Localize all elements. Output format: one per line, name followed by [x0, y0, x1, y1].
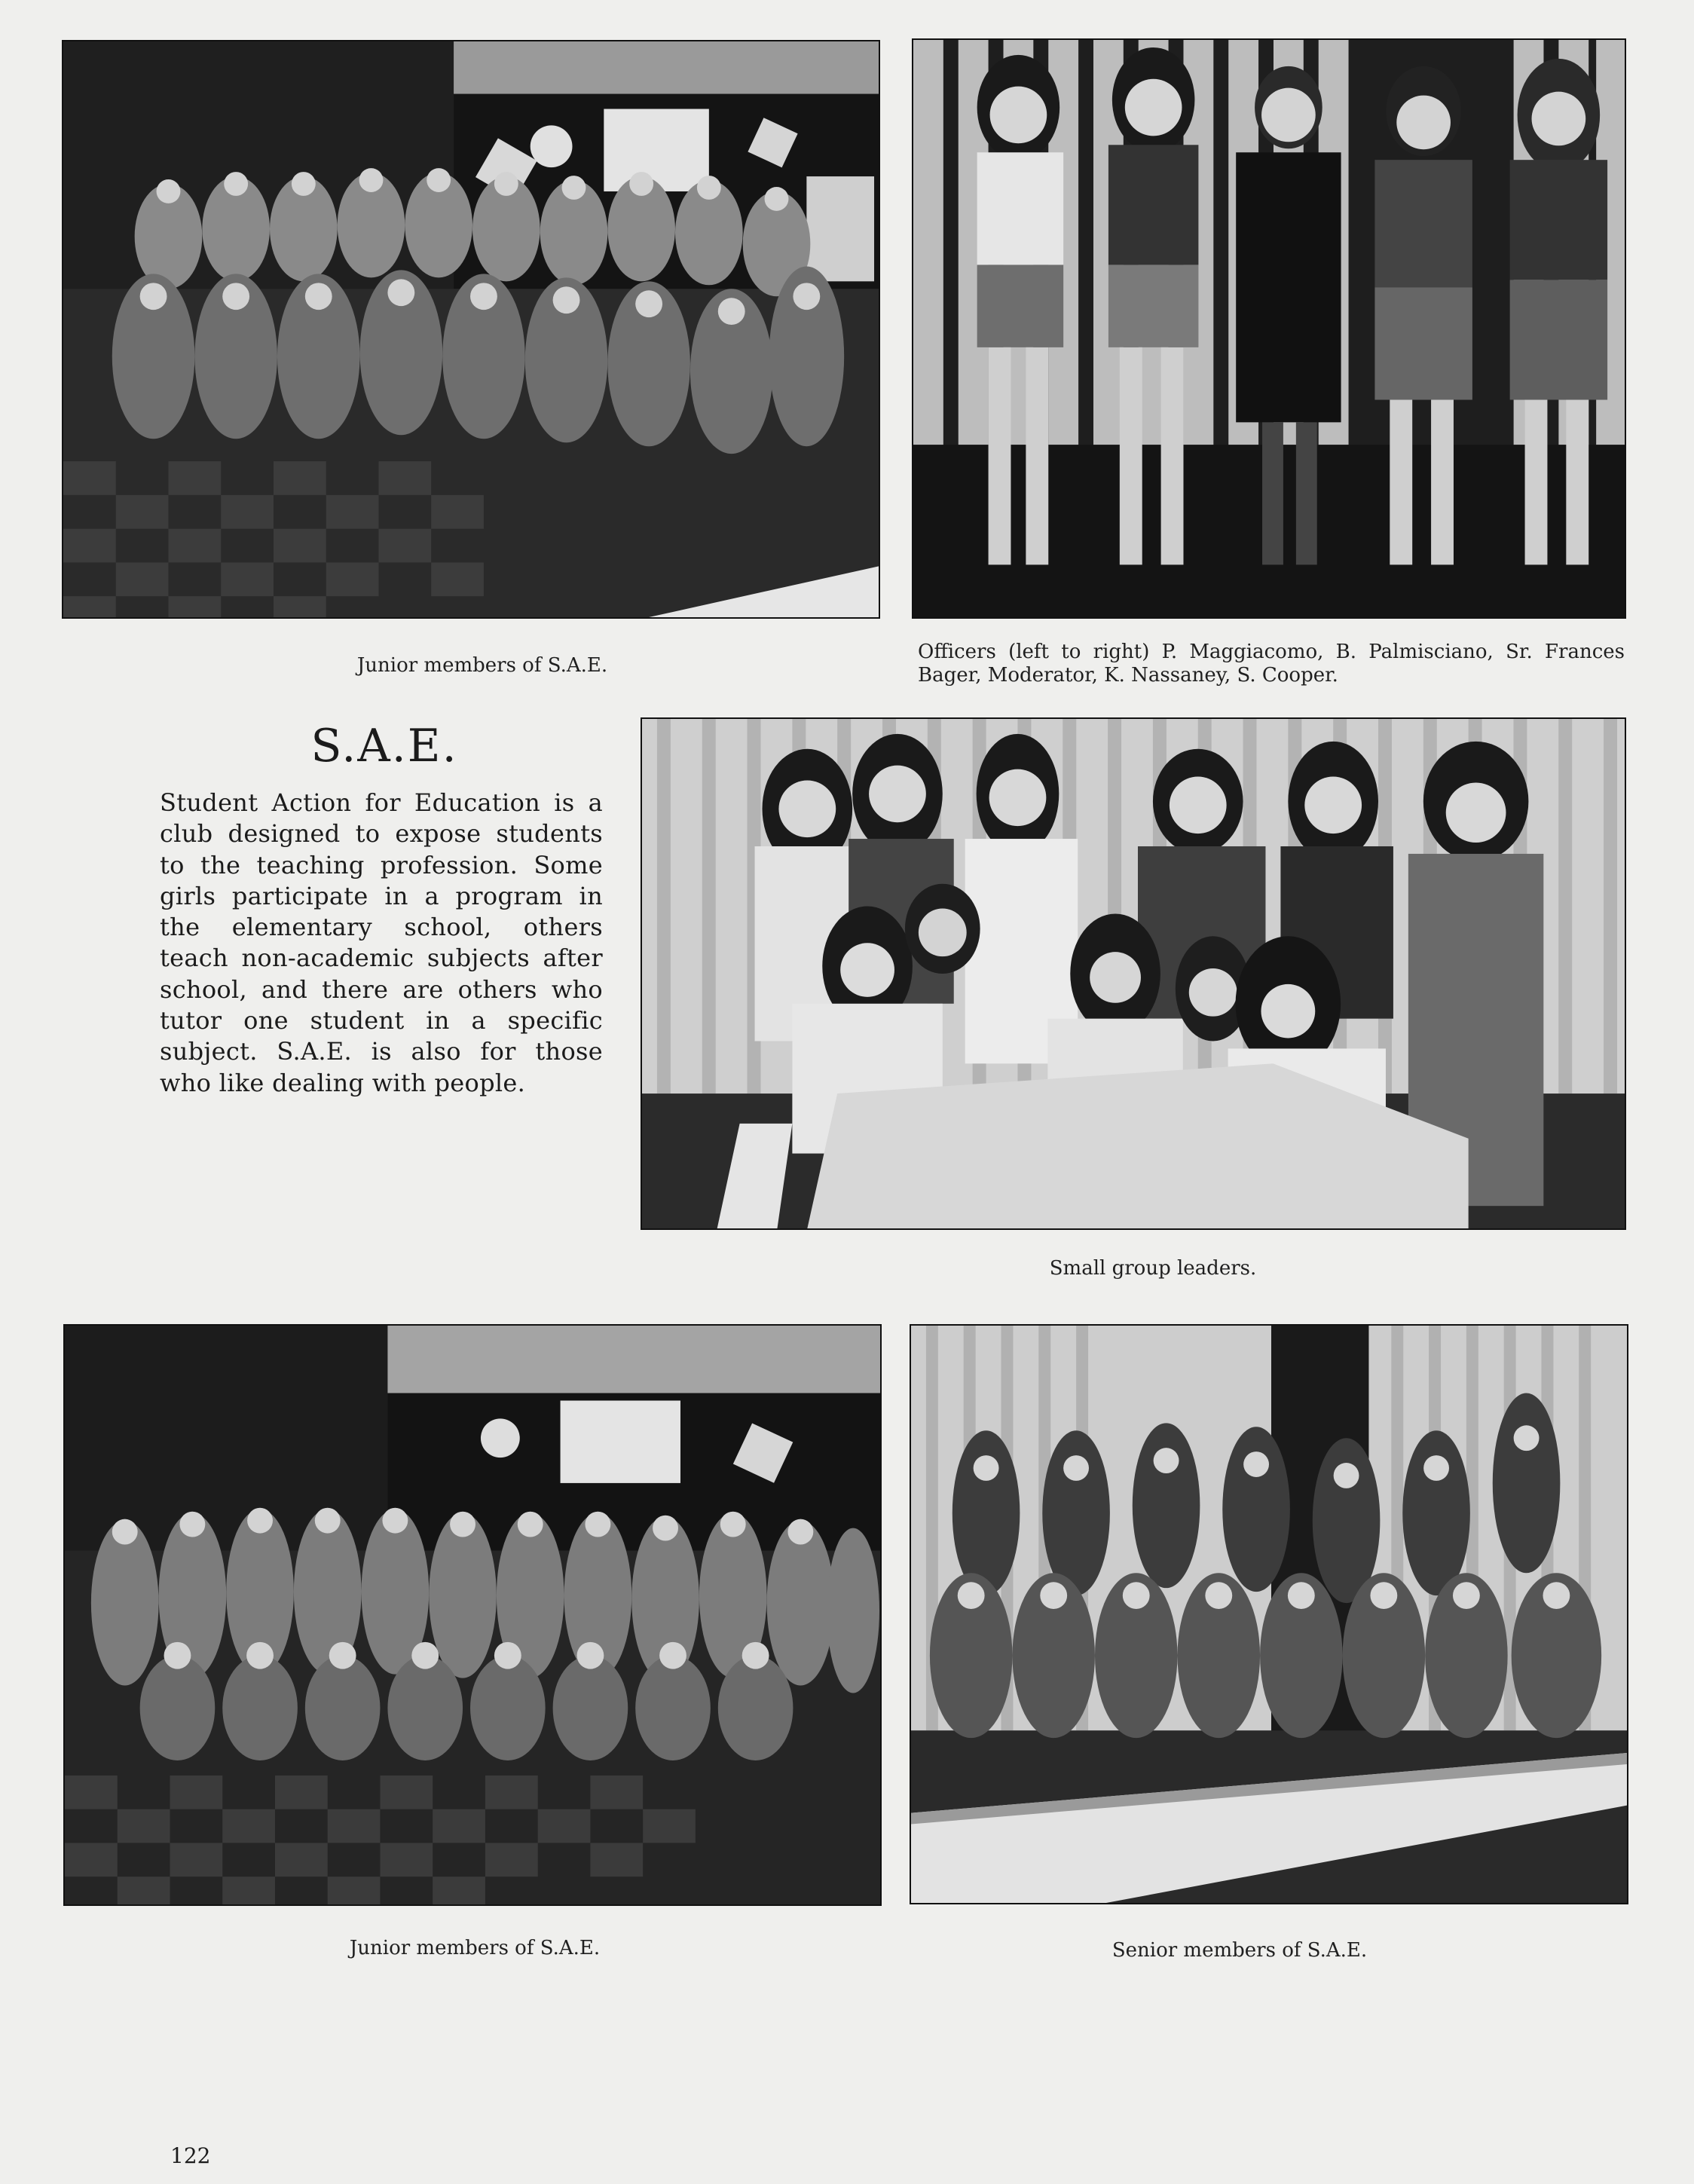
photo-junior-members-top — [62, 40, 880, 619]
article-body: Student Action for Education is a club designed to expose students to the teaching profession. Some girls participate in a program in the elementary school, others teach non-academic subjects after school, and there are others who tutor one student in a specific subject. S.A.E. is also for those who like dealing with people. — [160, 788, 603, 1097]
photo-senior-members-image — [911, 1326, 1627, 1903]
photo-junior-members-bottom-image — [65, 1326, 880, 1904]
photo-officers-image — [913, 40, 1625, 617]
caption-junior-members-bottom: Junior members of S.A.E. — [349, 1937, 601, 1959]
photo-junior-members-top-image — [63, 41, 879, 617]
caption-small-group-leaders: Small group leaders. — [1049, 1257, 1257, 1280]
article-heading: S.A.E. — [310, 720, 458, 772]
caption-junior-members-top: Junior members of S.A.E. — [356, 654, 608, 677]
caption-senior-members: Senior members of S.A.E. — [1111, 1939, 1368, 1962]
caption-officers: Officers (left to right) P. Maggiacomo, B. Palmisciano, Sr. Frances Bager, Moderator, K. Nassaney, S. Cooper. — [918, 641, 1625, 687]
page-number: 122 — [170, 2143, 211, 2168]
photo-small-group-leaders — [641, 717, 1626, 1230]
photo-senior-members — [910, 1324, 1628, 1904]
photo-officers — [912, 38, 1626, 619]
photo-junior-members-bottom — [63, 1324, 882, 1906]
photo-small-group-leaders-image — [642, 719, 1625, 1228]
